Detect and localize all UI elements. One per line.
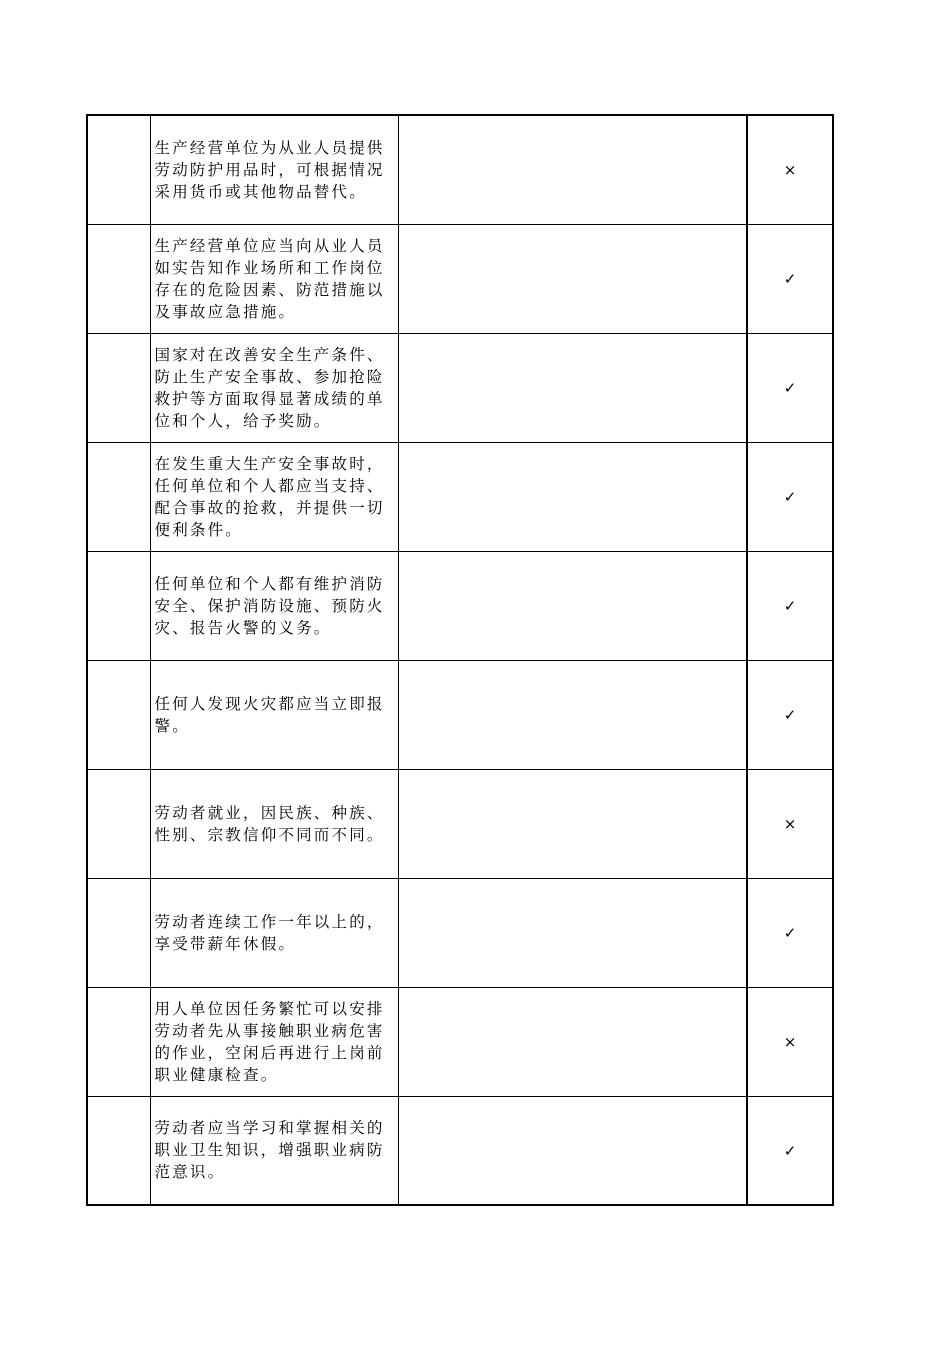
question-cell xyxy=(150,769,398,878)
number-cell xyxy=(87,769,150,878)
number-cell xyxy=(87,115,150,224)
table-row xyxy=(87,224,833,333)
question-cell xyxy=(150,224,398,333)
question-cell xyxy=(150,1096,398,1205)
table-row xyxy=(87,1096,833,1205)
answer-mark: ✓ xyxy=(783,1141,797,1160)
question-text: 生产经营单位应当向从业人员如实告知作业场所和工作岗位存在的危险因素、防范措施以及事故应急措施。 xyxy=(154,236,385,321)
number-cell xyxy=(87,660,150,769)
table-row xyxy=(87,987,833,1096)
answer-cell xyxy=(747,769,833,878)
notes-cell xyxy=(398,115,747,224)
notes-cell xyxy=(398,987,747,1096)
notes-cell xyxy=(398,1096,747,1205)
question-text: 劳动者应当学习和掌握相关的职业卫生知识，增强职业病防范意识。 xyxy=(154,1119,385,1182)
number-cell xyxy=(87,551,150,660)
answer-mark: ✓ xyxy=(783,488,797,506)
question-text: 用人单位因任务繁忙可以安排劳动者先从事接触职业病危害的作业，空闲后再进行上岗前职业健康检查。 xyxy=(154,999,385,1084)
answer-mark: × xyxy=(783,815,797,833)
question-table xyxy=(86,114,834,1206)
notes-cell xyxy=(398,442,747,551)
question-text: 任何单位和个人都有维护消防安全、保护消防设施、预防火灾、报告火警的义务。 xyxy=(154,574,385,637)
number-cell xyxy=(87,878,150,987)
answer-cell xyxy=(747,224,833,333)
question-cell xyxy=(150,115,398,224)
answer-cell xyxy=(747,660,833,769)
notes-cell xyxy=(398,333,747,442)
table-row xyxy=(87,333,833,442)
answer-mark: ✓ xyxy=(783,706,797,724)
table-row xyxy=(87,878,833,987)
answer-mark: ✓ xyxy=(783,924,797,942)
question-cell xyxy=(150,660,398,769)
table-row xyxy=(87,660,833,769)
question-text: 任何人发现火灾都应当立即报警。 xyxy=(154,694,385,735)
question-cell xyxy=(150,878,398,987)
notes-cell xyxy=(398,878,747,987)
table-row xyxy=(87,115,833,224)
answer-mark: × xyxy=(783,161,797,180)
answer-cell xyxy=(747,1096,833,1205)
answer-cell xyxy=(747,987,833,1096)
question-cell xyxy=(150,333,398,442)
number-cell xyxy=(87,987,150,1096)
answer-cell xyxy=(747,551,833,660)
notes-cell xyxy=(398,769,747,878)
question-text: 生产经营单位为从业人员提供劳动防护用品时，可根据情况采用货币或其他物品替代。 xyxy=(154,138,385,201)
answer-mark: ✓ xyxy=(783,270,797,288)
answer-cell xyxy=(747,115,833,224)
number-cell xyxy=(87,442,150,551)
answer-cell xyxy=(747,333,833,442)
answer-cell xyxy=(747,878,833,987)
answer-mark: × xyxy=(783,1033,797,1051)
table-row xyxy=(87,442,833,551)
question-text: 在发生重大生产安全事故时，任何单位和个人都应当支持、配合事故的抢救，并提供一切便利条件。 xyxy=(154,454,385,539)
answer-mark: ✓ xyxy=(783,379,797,397)
question-cell xyxy=(150,987,398,1096)
number-cell xyxy=(87,1096,150,1205)
question-cell xyxy=(150,551,398,660)
number-cell xyxy=(87,224,150,333)
table-row xyxy=(87,551,833,660)
notes-cell xyxy=(398,224,747,333)
question-text: 国家对在改善安全生产条件、防止生产安全事故、参加抢险救护等方面取得显著成绩的单位和个人，给予奖励。 xyxy=(154,345,385,430)
number-cell xyxy=(87,333,150,442)
question-text: 劳动者连续工作一年以上的，享受带薪年休假。 xyxy=(154,912,385,953)
question-text: 劳动者就业，因民族、种族、性别、宗教信仰不同而不同。 xyxy=(154,803,385,844)
notes-cell xyxy=(398,660,747,769)
answer-mark: ✓ xyxy=(783,597,797,615)
notes-cell xyxy=(398,551,747,660)
table-row xyxy=(87,769,833,878)
answer-cell xyxy=(747,442,833,551)
question-cell xyxy=(150,442,398,551)
